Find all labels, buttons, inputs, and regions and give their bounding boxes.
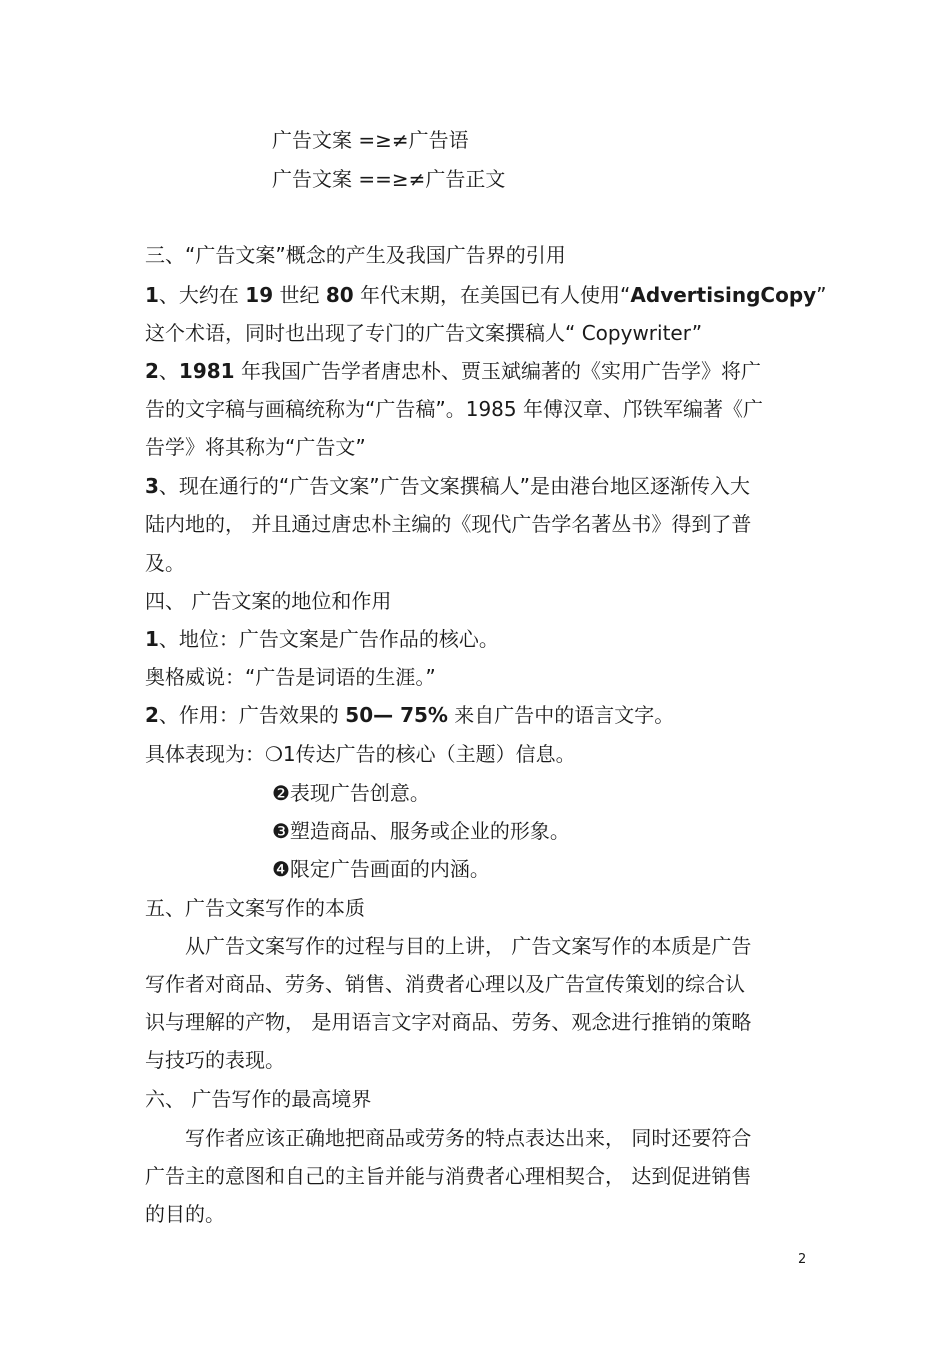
text-run: 来自广告中的语言文字。 <box>447 703 675 727</box>
text-run: 、地位：广告文案是广告作品的核心。 <box>158 627 499 651</box>
text-run: 五、广告文案写作的本质 <box>145 896 365 920</box>
text-run: 三、“广告文案”概念的产生及我国广告界的引用 <box>145 243 566 267</box>
text-run: 2 <box>145 359 159 383</box>
text-run: 写作者对商品、劳务、销售、消费者心理以及广告宣传策划的综合认 <box>145 972 745 996</box>
text-run: 年代末期，在美国已有人使用“ <box>353 283 631 307</box>
text-run: ❸塑造商品、服务或企业的形象。 <box>272 819 570 843</box>
text-run: 这个术语，同时也出现了专门的广告文案撰稿人“ Copywriter” <box>145 321 703 345</box>
text-line <box>145 894 365 922</box>
text-run: 陆内地的， 并且通过唐忠朴主编的《现代广告学名著丛书》得到了普 <box>145 512 752 536</box>
text-run: 世纪 <box>273 283 326 307</box>
text-line <box>145 740 576 768</box>
text-run: 具体表现为：❍1传达广告的核心（主题）信息。 <box>145 742 576 766</box>
text-line <box>145 472 750 500</box>
text-line <box>145 1046 285 1074</box>
text-line <box>145 701 674 729</box>
text-run: 、作用：广告效果的 <box>158 703 346 727</box>
page-number: 2 <box>798 1252 807 1267</box>
text-line <box>145 970 745 998</box>
text-run: 19 <box>245 283 274 307</box>
text-run: 广告文案 =≥≠广告语 <box>272 128 469 152</box>
text-line <box>145 241 566 269</box>
text-run: 、现在通行的“广告文案”广告文案撰稿人”是由港台地区逐渐传入大 <box>158 474 751 498</box>
text-line <box>145 281 827 309</box>
text-run: 年我国广告学者唐忠朴、贾玉斌编著的《实用广告学》将广 <box>234 359 761 383</box>
text-line <box>145 357 761 385</box>
text-line <box>272 817 570 845</box>
text-run: 、 <box>158 359 179 383</box>
text-run: 的目的。 <box>145 1202 225 1226</box>
text-line <box>145 663 436 691</box>
text-line <box>145 549 185 577</box>
text-line <box>145 1162 751 1190</box>
text-line <box>145 395 763 423</box>
text-run: ❹限定广告画面的内涵。 <box>272 857 490 881</box>
text-run: 3 <box>145 474 159 498</box>
text-line <box>145 1200 225 1228</box>
text-run: 写作者应该正确地把商品或劳务的特点表达出来， 同时还要符合 <box>185 1126 752 1150</box>
text-run: 、大约在 <box>158 283 246 307</box>
text-line <box>145 625 499 653</box>
text-line <box>145 1085 371 1113</box>
text-run: 2 <box>145 703 159 727</box>
text-run: 与技巧的表现。 <box>145 1048 285 1072</box>
text-run: 告学》将其称为“广告文” <box>145 435 366 459</box>
text-run: 80 <box>325 283 354 307</box>
text-line <box>272 779 430 807</box>
text-run: AdvertisingCopy <box>630 283 817 307</box>
text-run: 1 <box>145 283 159 307</box>
text-line <box>145 587 391 615</box>
text-run: 1 <box>145 627 159 651</box>
text-line <box>145 1008 751 1036</box>
text-run: 奥格威说：“广告是词语的生涯。” <box>145 665 436 689</box>
text-run: 六、 广告写作的最高境界 <box>145 1087 372 1111</box>
text-line <box>145 433 366 461</box>
text-run: ” <box>816 283 827 307</box>
text-line <box>145 510 751 538</box>
text-line <box>185 932 751 960</box>
text-run: 1981 <box>178 359 235 383</box>
text-line <box>272 126 469 154</box>
text-run: 50— 75% <box>345 703 448 727</box>
text-run: 广告文案 ==≥≠广告正文 <box>272 167 506 191</box>
text-run: 告的文字稿与画稿统称为“广告稿”。1985 年傅汉章、邝铁军编著《广 <box>145 397 763 421</box>
text-line <box>145 319 702 347</box>
text-run: 从广告文案写作的过程与目的上讲， 广告文案写作的本质是广告 <box>185 934 752 958</box>
text-line <box>272 855 490 883</box>
text-run: 识与理解的产物， 是用语言文字对商品、劳务、观念进行推销的策略 <box>145 1010 752 1034</box>
text-line <box>185 1124 751 1152</box>
text-run: 及。 <box>145 551 185 575</box>
text-run: ❷表现广告创意。 <box>272 781 430 805</box>
text-line <box>272 165 505 193</box>
text-run: 广告主的意图和自己的主旨并能与消费者心理相契合， 达到促进销售 <box>145 1164 752 1188</box>
text-run: 四、 广告文案的地位和作用 <box>145 589 392 613</box>
